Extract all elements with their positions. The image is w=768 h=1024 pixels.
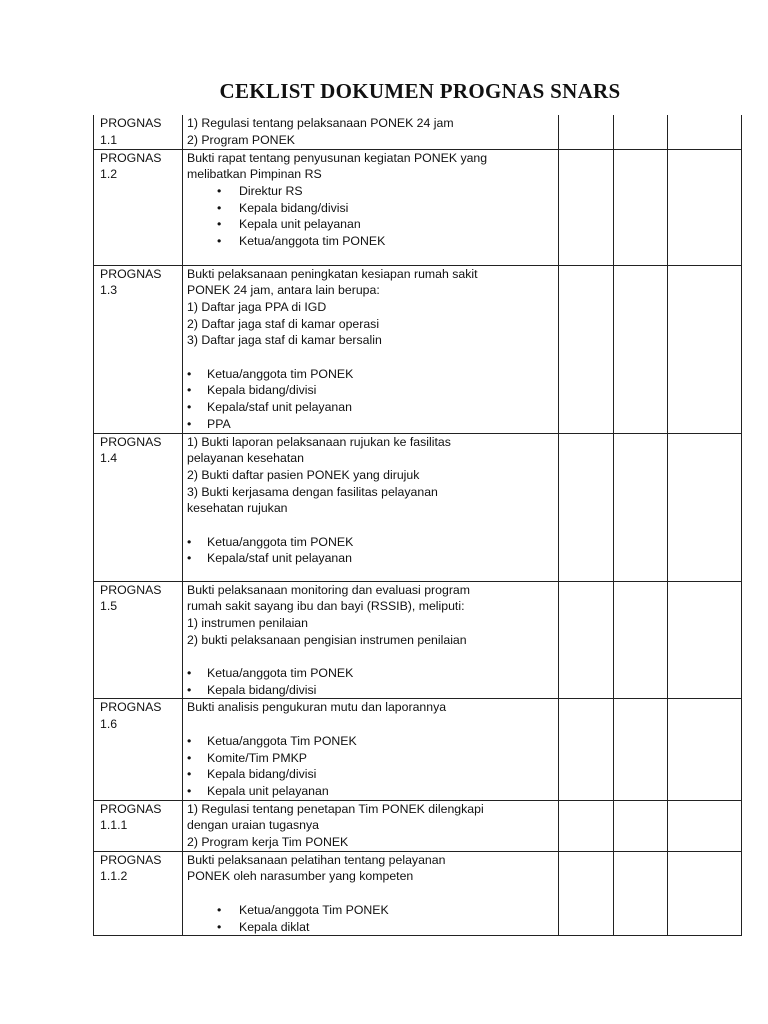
row-description-cell: [183, 149, 559, 265]
description-line: 3) Daftar jaga staf di kamar bersalin: [187, 333, 382, 348]
bullet-item: • Ketua/anggota tim PONEK: [187, 233, 554, 250]
row-code-cell: [94, 265, 183, 433]
description-line: pelayanan kesehatan: [187, 451, 304, 466]
row-code-label: PROGNAS: [100, 852, 162, 867]
row-code-label: PROGNAS: [100, 434, 162, 449]
table-row: [94, 699, 742, 800]
description-line: rumah sakit sayang ibu dan bayi (RSSIB), meliputi:: [187, 599, 465, 614]
check-cell[interactable]: [668, 433, 742, 581]
row-code-label: PROGNAS: [100, 116, 162, 130]
description-line: 1) instrumen penilaian: [187, 615, 308, 630]
row-code-cell: [94, 115, 183, 149]
row-code-cell: [94, 699, 183, 800]
bullet-item: • Ketua/anggota tim PONEK: [187, 366, 554, 383]
row-code-cell: [94, 800, 183, 851]
bullet-list: [187, 366, 554, 433]
row-code-cell: [94, 581, 183, 699]
bullet-list: [187, 183, 554, 250]
check-cell[interactable]: [668, 149, 742, 265]
bullet-list: [187, 733, 554, 800]
bullet-item: • Komite/Tim PMKP: [187, 750, 554, 767]
description-line: 2) Daftar jaga staf di kamar operasi: [187, 316, 380, 331]
description-line: 2) bukti pelaksanaan pengisian instrumen penilaian: [187, 632, 467, 647]
check-cell[interactable]: [559, 433, 614, 581]
bullet-item: • Kepala unit pelayanan: [187, 783, 554, 800]
description-line: dengan uraian tugasnya: [187, 818, 319, 833]
check-cell[interactable]: [668, 265, 742, 433]
row-description-cell: [183, 581, 559, 699]
check-cell[interactable]: [668, 851, 742, 936]
description-line: melibatkan Pimpinan RS: [187, 167, 322, 182]
bullet-item: • Kepala bidang/divisi: [187, 382, 554, 399]
table-row: [94, 581, 742, 699]
description-line: Bukti pelaksanaan monitoring dan evaluasi program: [187, 582, 470, 597]
bullet-item: • Kepala diklat: [187, 919, 554, 936]
check-cell[interactable]: [614, 800, 668, 851]
row-description-cell: [183, 433, 559, 581]
bullet-item: • Direktur RS: [187, 183, 554, 200]
row-code-number: 1.5: [100, 599, 118, 614]
row-description-cell: [183, 851, 559, 936]
check-cell[interactable]: [614, 115, 668, 149]
row-code-cell: [94, 149, 183, 265]
bullet-item: • Kepala bidang/divisi: [187, 200, 554, 217]
row-code-number: 1.4: [100, 451, 118, 466]
table-row: [94, 265, 742, 433]
check-cell[interactable]: [668, 699, 742, 800]
description-line: PONEK oleh narasumber yang kompeten: [187, 869, 414, 884]
table-row: [94, 433, 742, 581]
row-code-number: 1.1: [100, 132, 118, 147]
table-row: [94, 800, 742, 851]
check-cell[interactable]: [614, 149, 668, 265]
check-cell[interactable]: [614, 433, 668, 581]
description-line: 3) Bukti kerjasama dengan fasilitas pelayanan: [187, 484, 438, 499]
check-cell[interactable]: [614, 851, 668, 936]
row-description-cell: [183, 699, 559, 800]
check-cell[interactable]: [614, 581, 668, 699]
row-code-label: PROGNAS: [100, 266, 162, 281]
row-code-label: PROGNAS: [100, 700, 162, 715]
check-cell[interactable]: [559, 265, 614, 433]
description-line: 1) Daftar jaga PPA di IGD: [187, 299, 327, 314]
row-code-number: 1.6: [100, 717, 118, 732]
bullet-item: • Kepala/staf unit pelayanan: [187, 550, 554, 567]
check-cell[interactable]: [614, 265, 668, 433]
row-code-number: 1.3: [100, 283, 118, 298]
description-line: 2) Bukti daftar pasien PONEK yang dirujuk: [187, 467, 420, 482]
bullet-list: [187, 902, 554, 935]
page-title: CEKLIST DOKUMEN PROGNAS SNARS: [219, 79, 621, 103]
bullet-item: • Ketua/anggota tim PONEK: [187, 534, 554, 551]
description-line: Bukti pelaksanaan pelatihan tentang pelayanan: [187, 852, 446, 867]
bullet-item: • Kepala unit pelayanan: [187, 216, 554, 233]
bullet-list: [187, 534, 554, 567]
bullet-item: • PPA: [187, 416, 554, 433]
bullet-list: [187, 665, 554, 698]
row-code-label: PROGNAS: [100, 801, 162, 816]
description-line: Bukti rapat tentang penyusunan kegiatan PONEK yang: [187, 150, 488, 165]
row-code-number: 1.2: [100, 167, 118, 182]
description-line: 1) Regulasi tentang pelaksanaan PONEK 24 jam: [187, 116, 454, 130]
description-line: 1) Regulasi tentang penetapan Tim PONEK dilengkapi: [187, 801, 484, 816]
description-line: 1) Bukti laporan pelaksanaan rujukan ke fasilitas: [187, 434, 451, 449]
row-description-cell: [183, 115, 559, 149]
description-line: kesehatan rujukan: [187, 501, 288, 516]
description-line: 2) Program PONEK: [187, 132, 295, 147]
row-code-cell: [94, 433, 183, 581]
table-row: [94, 851, 742, 936]
description-line: Bukti analisis pengukuran mutu dan laporannya: [187, 700, 447, 715]
check-cell[interactable]: [559, 800, 614, 851]
description-line: Bukti pelaksanaan peningkatan kesiapan rumah sakit: [187, 266, 478, 281]
row-description-cell: [183, 265, 559, 433]
bullet-item: • Kepala/staf unit pelayanan: [187, 399, 554, 416]
table-row: [94, 149, 742, 265]
bullet-item: • Ketua/anggota tim PONEK: [187, 665, 554, 682]
check-cell[interactable]: [559, 115, 614, 149]
bullet-item: • Ketua/anggota Tim PONEK: [187, 733, 554, 750]
check-cell[interactable]: [614, 699, 668, 800]
bullet-item: • Ketua/anggota Tim PONEK: [187, 902, 554, 919]
checklist-table: [93, 115, 742, 936]
table-row: [94, 115, 742, 149]
check-cell[interactable]: [668, 581, 742, 699]
check-cell[interactable]: [668, 115, 742, 149]
row-code-label: PROGNAS: [100, 582, 162, 597]
description-line: 2) Program kerja Tim PONEK: [187, 835, 349, 850]
check-cell[interactable]: [559, 581, 614, 699]
row-code-cell: [94, 851, 183, 936]
row-description-cell: [183, 800, 559, 851]
description-line: PONEK 24 jam, antara lain berupa:: [187, 283, 380, 298]
check-cell[interactable]: [559, 149, 614, 265]
row-code-label: PROGNAS: [100, 150, 162, 165]
bullet-item: • Kepala bidang/divisi: [187, 682, 554, 699]
row-code-number: 1.1.1: [100, 818, 128, 833]
row-code-number: 1.1.2: [100, 869, 128, 884]
check-cell[interactable]: [559, 851, 614, 936]
check-cell[interactable]: [559, 699, 614, 800]
check-cell[interactable]: [668, 800, 742, 851]
bullet-item: • Kepala bidang/divisi: [187, 766, 554, 783]
